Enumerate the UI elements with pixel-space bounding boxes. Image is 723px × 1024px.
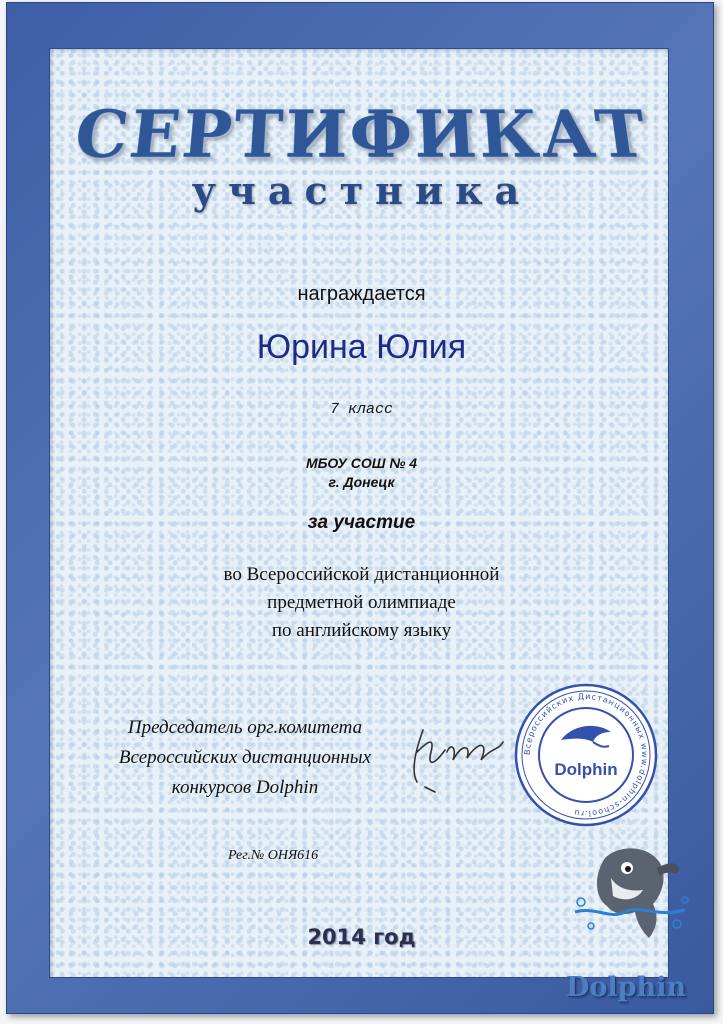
seal-ring-text: Всероссийских Дистанционных www.dolphin-school.ru [522, 691, 650, 819]
signature-icon [405, 712, 525, 802]
event-description [0, 561, 723, 645]
school-name: МБОУ СОШ № 4 [305, 455, 418, 471]
grade-label: 7 класс [329, 401, 393, 418]
chairman-block [70, 713, 420, 803]
recipient-name: Юрина Юлия [256, 328, 467, 366]
event-line: предметной олимпиаде [267, 592, 456, 613]
chairman-line: Всероссийских дистанционных [118, 747, 372, 768]
awarded-label: награждается [297, 283, 426, 305]
brand-logo: Dolphin [566, 972, 687, 1003]
seal-stamp-icon [513, 682, 659, 828]
school-info [0, 454, 723, 492]
chairman-line: Председатель орг.комитета [127, 717, 363, 738]
event-line: по английскому языку [271, 620, 452, 641]
certificate-subtitle: участника [191, 168, 532, 213]
chairman-line: конкурсов Dolphin [171, 777, 319, 798]
seal-center-text: Dolphin [554, 760, 618, 779]
participation-label: за участие [307, 512, 416, 533]
certificate-title: СЕРТИФИКАТ [69, 96, 654, 173]
certificate-year: 2014 год [307, 925, 416, 949]
registration-number: Рег.№ ОНЯ616 [228, 848, 319, 863]
school-city: г. Донецк [328, 474, 395, 490]
event-line: во Всероссийской дистанционной [223, 564, 500, 585]
